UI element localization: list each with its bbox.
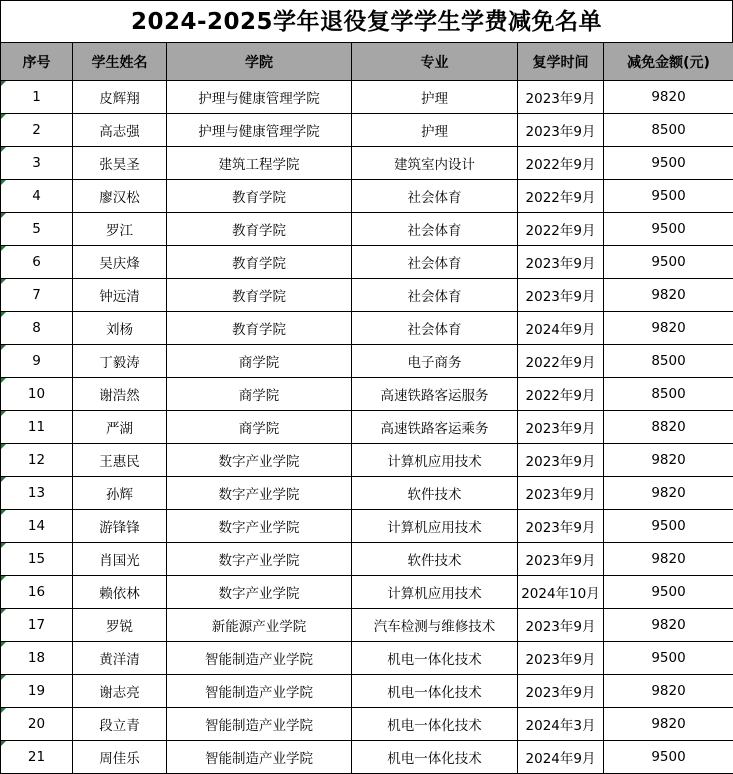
cell-college[interactable]: 数字产业学院: [167, 576, 352, 609]
cell-amount[interactable]: 9820: [604, 543, 733, 576]
cell-major[interactable]: 建筑室内设计: [352, 147, 518, 180]
cell-college[interactable]: 新能源产业学院: [167, 609, 352, 642]
cell-major[interactable]: 软件技术: [352, 543, 518, 576]
cell-student-name[interactable]: 廖汉松: [73, 180, 167, 213]
cell-seq[interactable]: 20: [1, 708, 73, 741]
cell-student-name[interactable]: 严湖: [73, 411, 167, 444]
header-row: [1, 43, 733, 81]
cell-college[interactable]: 教育学院: [167, 279, 352, 312]
cell-major[interactable]: 高速铁路客运乘务: [352, 411, 518, 444]
table-row: [1, 477, 733, 510]
cell-college[interactable]: 教育学院: [167, 180, 352, 213]
table-row: [1, 741, 733, 774]
cell-amount[interactable]: 9820: [604, 312, 733, 345]
cell-amount[interactable]: 8500: [604, 345, 733, 378]
cell-amount[interactable]: 8500: [604, 114, 733, 147]
cell-resume-date[interactable]: 2024年9月: [518, 741, 604, 774]
cell-student-name[interactable]: 皮辉翔: [73, 81, 167, 114]
cell-college[interactable]: 智能制造产业学院: [167, 675, 352, 708]
cell-student-name[interactable]: 罗江: [73, 213, 167, 246]
table-row: [1, 345, 733, 378]
cell-seq[interactable]: 16: [1, 576, 73, 609]
cell-resume-date[interactable]: 2023年9月: [518, 543, 604, 576]
cell-seq[interactable]: 12: [1, 444, 73, 477]
column-header-major[interactable]: 专业: [352, 43, 518, 81]
cell-college[interactable]: 建筑工程学院: [167, 147, 352, 180]
cell-student-name[interactable]: 钟远清: [73, 279, 167, 312]
cell-resume-date[interactable]: 2022年9月: [518, 180, 604, 213]
cell-seq[interactable]: 9: [1, 345, 73, 378]
cell-resume-date[interactable]: 2023年9月: [518, 609, 604, 642]
cell-college[interactable]: 数字产业学院: [167, 543, 352, 576]
cell-resume-date[interactable]: 2022年9月: [518, 213, 604, 246]
cell-student-name[interactable]: 周佳乐: [73, 741, 167, 774]
cell-seq[interactable]: 4: [1, 180, 73, 213]
table-row: [1, 444, 733, 477]
cell-major[interactable]: 汽车检测与维修技术: [352, 609, 518, 642]
table-row: [1, 543, 733, 576]
column-header-college[interactable]: 学院: [167, 43, 352, 81]
cell-college[interactable]: 商学院: [167, 345, 352, 378]
cell-seq[interactable]: 14: [1, 510, 73, 543]
table-row: [1, 675, 733, 708]
cell-college[interactable]: 智能制造产业学院: [167, 708, 352, 741]
table-row: [1, 510, 733, 543]
table-row: [1, 378, 733, 411]
column-header-resume-date[interactable]: 复学时间: [518, 43, 604, 81]
cell-amount[interactable]: 9500: [604, 576, 733, 609]
cell-student-name[interactable]: 吴庆烽: [73, 246, 167, 279]
cell-seq[interactable]: 18: [1, 642, 73, 675]
cell-college[interactable]: 教育学院: [167, 213, 352, 246]
cell-college[interactable]: 商学院: [167, 378, 352, 411]
cell-amount[interactable]: 9500: [604, 642, 733, 675]
cell-college[interactable]: 智能制造产业学院: [167, 642, 352, 675]
column-header-name[interactable]: 学生姓名: [73, 43, 167, 81]
cell-major[interactable]: 社会体育: [352, 213, 518, 246]
cell-seq[interactable]: 6: [1, 246, 73, 279]
cell-seq[interactable]: 17: [1, 609, 73, 642]
cell-college[interactable]: 教育学院: [167, 246, 352, 279]
cell-student-name[interactable]: 谢浩然: [73, 378, 167, 411]
column-header-seq[interactable]: 序号: [1, 43, 73, 81]
cell-resume-date[interactable]: 2022年9月: [518, 378, 604, 411]
cell-major[interactable]: 机电一体化技术: [352, 642, 518, 675]
cell-amount[interactable]: 9820: [604, 708, 733, 741]
cell-amount[interactable]: 8500: [604, 378, 733, 411]
cell-college[interactable]: 智能制造产业学院: [167, 741, 352, 774]
cell-major[interactable]: 社会体育: [352, 312, 518, 345]
cell-major[interactable]: 机电一体化技术: [352, 741, 518, 774]
cell-seq[interactable]: 1: [1, 81, 73, 114]
cell-major[interactable]: 社会体育: [352, 180, 518, 213]
table-row: [1, 81, 733, 114]
cell-seq[interactable]: 21: [1, 741, 73, 774]
cell-college[interactable]: 数字产业学院: [167, 510, 352, 543]
cell-amount[interactable]: 9500: [604, 147, 733, 180]
cell-student-name[interactable]: 黄洋清: [73, 642, 167, 675]
cell-seq[interactable]: 10: [1, 378, 73, 411]
cell-resume-date[interactable]: 2023年9月: [518, 279, 604, 312]
cell-seq[interactable]: 7: [1, 279, 73, 312]
cell-resume-date[interactable]: 2024年9月: [518, 312, 604, 345]
cell-resume-date[interactable]: 2023年9月: [518, 114, 604, 147]
cell-resume-date[interactable]: 2023年9月: [518, 477, 604, 510]
column-header-amount[interactable]: 减免金额(元): [604, 43, 733, 81]
cell-amount[interactable]: 9500: [604, 246, 733, 279]
cell-amount[interactable]: 9820: [604, 81, 733, 114]
table-row: [1, 411, 733, 444]
cell-resume-date[interactable]: 2023年9月: [518, 444, 604, 477]
cell-seq[interactable]: 5: [1, 213, 73, 246]
cell-student-name[interactable]: 张昊圣: [73, 147, 167, 180]
cell-student-name[interactable]: 王惠民: [73, 444, 167, 477]
table-row: [1, 213, 733, 246]
cell-seq[interactable]: 3: [1, 147, 73, 180]
cell-resume-date[interactable]: 2023年9月: [518, 246, 604, 279]
cell-major[interactable]: 机电一体化技术: [352, 675, 518, 708]
table-row: [1, 642, 733, 675]
cell-amount[interactable]: 9500: [604, 741, 733, 774]
table-row: [1, 312, 733, 345]
cell-student-name[interactable]: 孙辉: [73, 477, 167, 510]
cell-student-name[interactable]: 高志强: [73, 114, 167, 147]
cell-major[interactable]: 护理: [352, 81, 518, 114]
cell-seq[interactable]: 2: [1, 114, 73, 147]
cell-college[interactable]: 数字产业学院: [167, 444, 352, 477]
cell-resume-date[interactable]: 2023年9月: [518, 642, 604, 675]
cell-amount[interactable]: 9500: [604, 213, 733, 246]
cell-seq[interactable]: 15: [1, 543, 73, 576]
cell-major[interactable]: 护理: [352, 114, 518, 147]
cell-amount[interactable]: 9820: [604, 477, 733, 510]
table-row: [1, 576, 733, 609]
cell-amount[interactable]: 9500: [604, 180, 733, 213]
cell-resume-date[interactable]: 2022年9月: [518, 345, 604, 378]
table-row: [1, 114, 733, 147]
cell-seq[interactable]: 8: [1, 312, 73, 345]
cell-major[interactable]: 社会体育: [352, 279, 518, 312]
cell-amount[interactable]: 9500: [604, 510, 733, 543]
table-row: [1, 180, 733, 213]
cell-seq[interactable]: 13: [1, 477, 73, 510]
cell-resume-date[interactable]: 2023年9月: [518, 510, 604, 543]
cell-seq[interactable]: 11: [1, 411, 73, 444]
cell-resume-date[interactable]: 2024年10月: [518, 576, 604, 609]
table-body: [1, 81, 733, 774]
cell-amount[interactable]: 9820: [604, 609, 733, 642]
cell-college[interactable]: 数字产业学院: [167, 477, 352, 510]
cell-resume-date[interactable]: 2022年9月: [518, 147, 604, 180]
cell-major[interactable]: 软件技术: [352, 477, 518, 510]
cell-student-name[interactable]: 游锋锋: [73, 510, 167, 543]
cell-student-name[interactable]: 谢志亮: [73, 675, 167, 708]
cell-college[interactable]: 教育学院: [167, 312, 352, 345]
cell-student-name[interactable]: 刘杨: [73, 312, 167, 345]
cell-resume-date[interactable]: 2024年3月: [518, 708, 604, 741]
cell-major[interactable]: 电子商务: [352, 345, 518, 378]
cell-amount[interactable]: 9820: [604, 444, 733, 477]
table-row: [1, 246, 733, 279]
cell-student-name[interactable]: 丁毅涛: [73, 345, 167, 378]
cell-resume-date[interactable]: 2023年9月: [518, 81, 604, 114]
cell-major[interactable]: 计算机应用技术: [352, 510, 518, 543]
cell-major[interactable]: 社会体育: [352, 246, 518, 279]
table-row: [1, 708, 733, 741]
cell-amount[interactable]: 9820: [604, 279, 733, 312]
table-row: [1, 609, 733, 642]
cell-student-name[interactable]: 罗锐: [73, 609, 167, 642]
cell-college[interactable]: 护理与健康管理学院: [167, 114, 352, 147]
cell-student-name[interactable]: 段立青: [73, 708, 167, 741]
cell-major[interactable]: 机电一体化技术: [352, 708, 518, 741]
cell-resume-date[interactable]: 2023年9月: [518, 411, 604, 444]
cell-resume-date[interactable]: 2023年9月: [518, 675, 604, 708]
fee-waiver-table: [0, 42, 733, 774]
cell-student-name[interactable]: 肖国光: [73, 543, 167, 576]
table-row: [1, 279, 733, 312]
cell-major[interactable]: 高速铁路客运服务: [352, 378, 518, 411]
cell-amount[interactable]: 9820: [604, 675, 733, 708]
cell-student-name[interactable]: 赖依林: [73, 576, 167, 609]
cell-major[interactable]: 计算机应用技术: [352, 576, 518, 609]
table-row: [1, 147, 733, 180]
sheet-title: 2024-2025学年退役复学学生学费减免名单: [0, 0, 733, 42]
cell-major[interactable]: 计算机应用技术: [352, 444, 518, 477]
cell-college[interactable]: 护理与健康管理学院: [167, 81, 352, 114]
cell-college[interactable]: 商学院: [167, 411, 352, 444]
cell-amount[interactable]: 8820: [604, 411, 733, 444]
cell-seq[interactable]: 19: [1, 675, 73, 708]
